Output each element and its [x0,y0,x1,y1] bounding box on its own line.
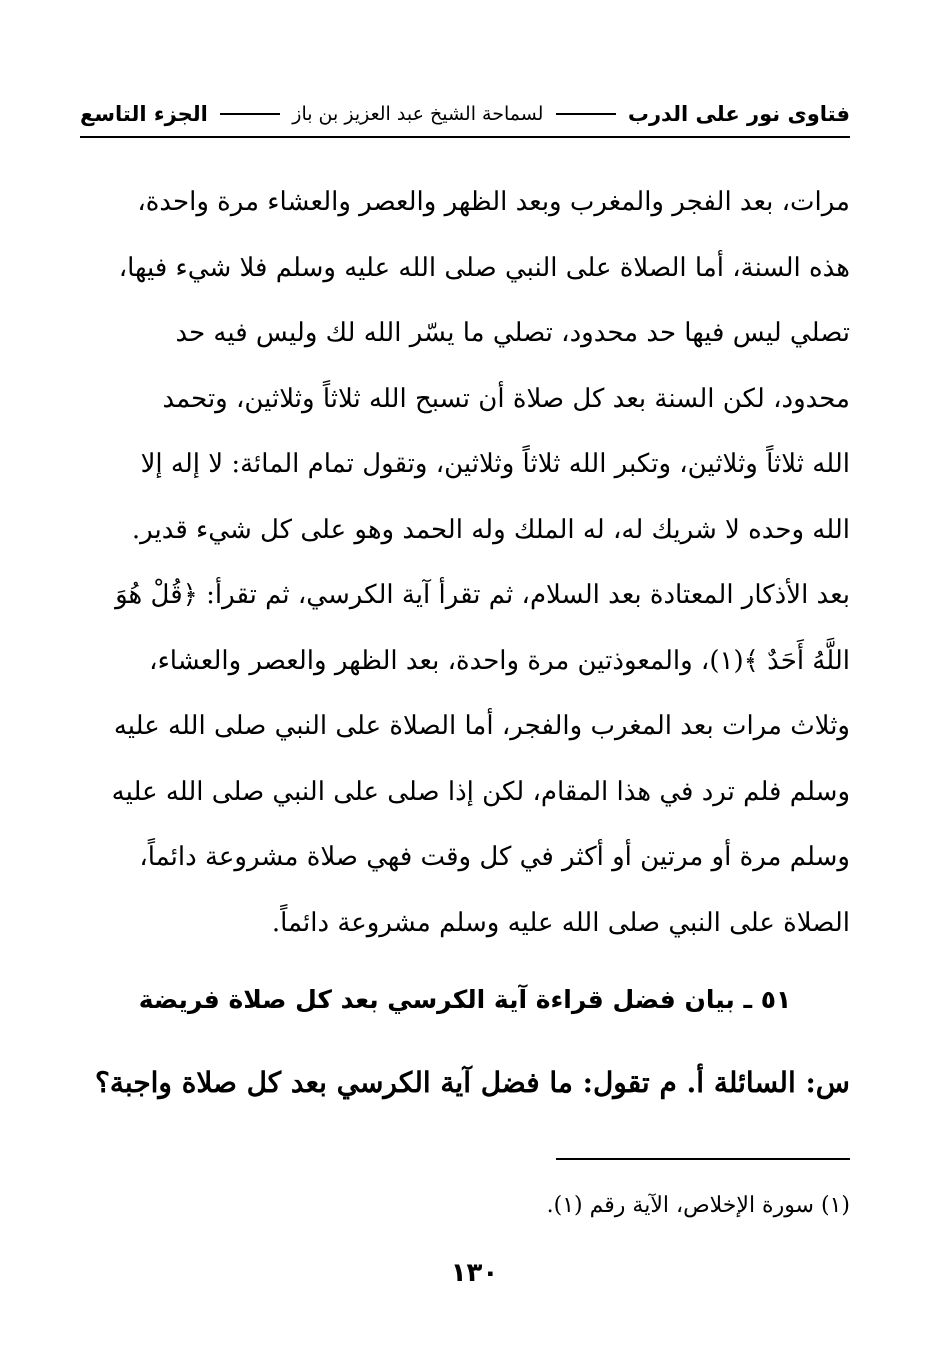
body-line: مرات، بعد الفجر والمغرب وبعد الظهر والعصر والعشاء مرة واحدة، [137,187,850,217]
body-line: اللَّهُ أَحَدٌ ﴾(١)، والمعوذتين مرة واحدة، بعد الظهر والعصر والعشاء، [149,645,850,676]
section-heading: ٥١ ـ بيان فضل قراءة آية الكرسي بعد كل صلاة فريضة [138,985,792,1014]
header-separator [556,113,616,115]
book-title: فتاوى نور على الدرب [627,102,850,126]
footnote: (١) سورة الإخلاص، الآية رقم (١). [546,1193,850,1218]
body-line: وثلاث مرات بعد المغرب والفجر، أما الصلاة على النبي صلى الله عليه [113,711,850,741]
footnote-rule [556,1158,850,1160]
question-text: س: السائلة أ. م تقول: ما فضل آية الكرسي بعد كل صلاة واجبة؟ [95,1066,850,1099]
body-line: الله وحده لا شريك له، له الملك وله الحمد وهو على كل شيء قدير. [131,514,850,545]
body-line: بعد الأذكار المعتادة بعد السلام، ثم تقرأ آية الكرسي، ثم تقرأ: ﴿قُلْ هُوَ [115,580,850,610]
body-text [80,170,850,956]
body-line: الله ثلاثاً وثلاثين، وتكبر الله ثلاثاً وثلاثين، وتقول تمام المائة: لا إله إلا [140,449,850,479]
body-line: الصلاة على النبي صلى الله عليه وسلم مشروعة دائماً. [271,907,850,938]
body-line: وسلم فلم ترد في هذا المقام، لكن إذا صلى على النبي صلى الله عليه [111,776,850,807]
volume-label: الجزء التاسع [80,102,208,126]
running-header [80,94,850,134]
author-line: لسماحة الشيخ عبد العزيز بن باز [292,103,544,125]
body-line: تصلي ليس فيها حد محدود، تصلي ما يسّر الله لك وليس فيه حد [175,318,850,348]
body-line: محدود، لكن السنة بعد كل صلاة أن تسبح الله ثلاثاً وثلاثين، وتحمد [162,383,850,414]
header-rule [80,136,850,138]
page-number: ١٣٠ [450,1258,499,1288]
body-line: وسلم مرة أو مرتين أو أكثر في كل وقت فهي صلاة مشروعة دائماً، [139,842,850,872]
body-line: هذه السنة، أما الصلاة على النبي صلى الله عليه وسلم فلا شيء فيها، [118,252,850,283]
header-separator [220,113,280,115]
